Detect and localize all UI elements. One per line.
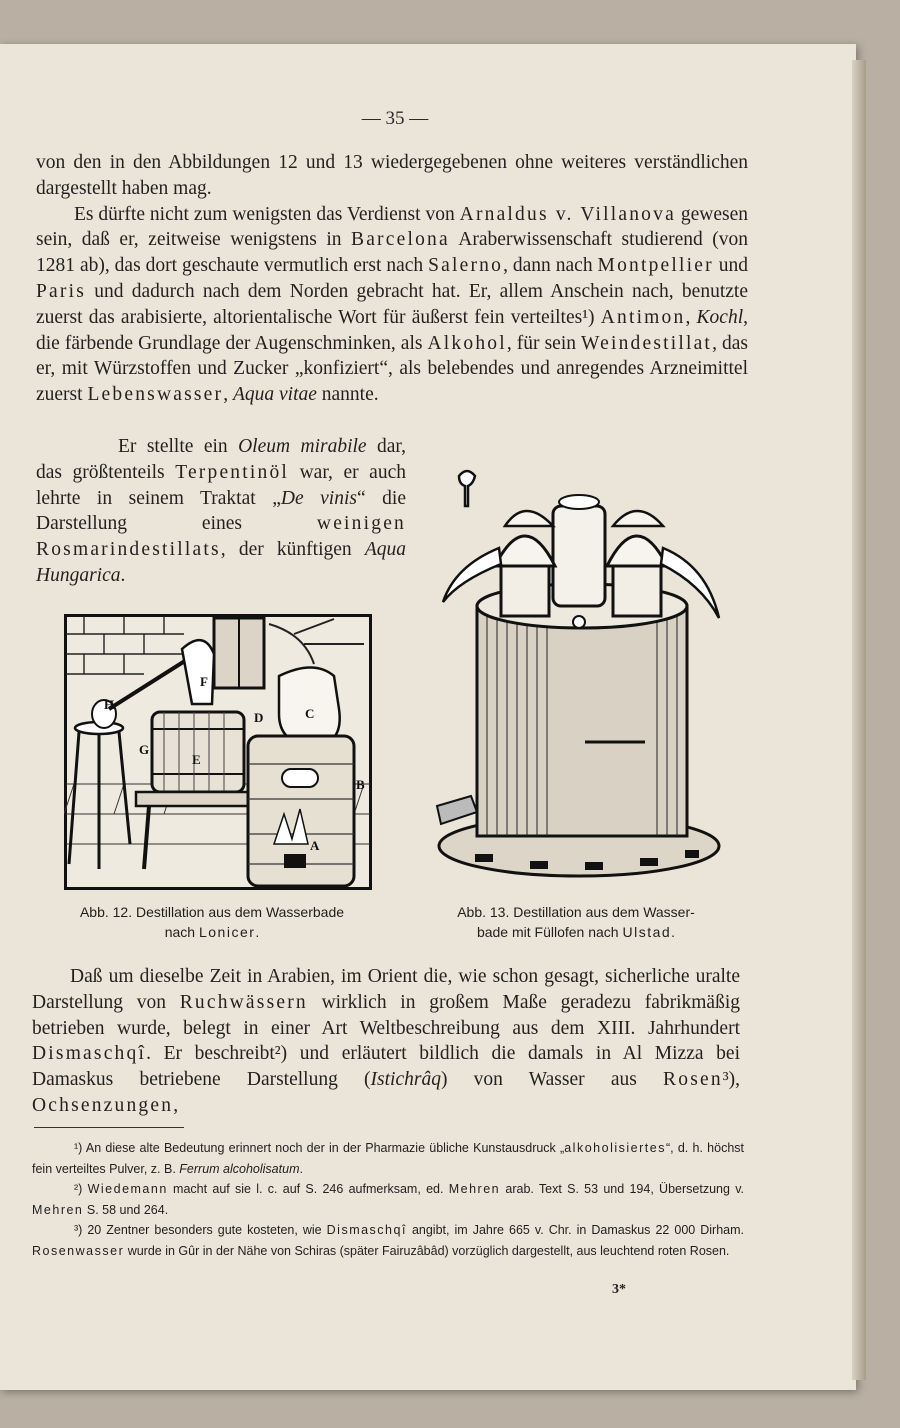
place-barcelona: Barcelona <box>351 229 450 251</box>
water-bath-furnace-illustration <box>435 466 725 892</box>
term-kochl: Kochl <box>696 306 744 328</box>
term-de-vinis: De vinis <box>280 487 357 509</box>
figure-13-illustration <box>435 466 725 892</box>
page-number: — 35 — <box>361 108 429 129</box>
paragraph-3: Daß um dieselbe Zeit in Arabien, im Orient die, wie schon gesagt, sicherliche uralte Darstellung von Ruchwässern wirklich in großem Maße geradezu fabrikmäßig betrieben wurde, belegt in einer Art Weltbeschreibung aus dem XIII. Jahrhundert Dismaschqî. Er beschreibt²) und erläutert bildlich die damals in Al Mizza bei Damaskus betriebene Darstellung (Istichrâq) von Wasser aus Rosen³), Ochsenzungen, <box>32 966 741 1116</box>
text-wrap-left <box>36 434 406 589</box>
term-antimon: Antimon <box>600 306 686 328</box>
place-paris: Paris <box>36 280 86 302</box>
term-rosen: Rosen <box>663 1069 723 1091</box>
place-salerno: Salerno <box>428 255 504 277</box>
footnote-3: ³) 20 Zentner besonders gute kosteten, wie Dismaschqî angibt, im Jahre 665 v. Chr. in Damaskus 22 000 Dirham. Rosenwasser wurde in Gûr in der Nähe von Schiras (später Fairuzâbâd) vorzüglich dargestellt, aus leuchtend roten Rosen. <box>32 1223 744 1258</box>
paragraph-wrap: Er stellte ein Oleum mirabile dar, das größtenteils Terpentinöl war, er auch lehrte in seinem Traktat „De vinis“ die Darstellung eines weinigen Rosmarindestillats, der künftigen Aqua Hungarica. <box>36 436 406 586</box>
figure-12-woodcut <box>64 614 372 890</box>
footnote-divider <box>34 1127 184 1128</box>
label-d: D <box>254 710 264 725</box>
term-weinigen: weinigen Rosmarindestillats <box>36 513 406 561</box>
footnote-1: ¹) An diese alte Bedeutung erinnert noch der in der Pharmazie übliche Kunstausdruck „alkoholisiertes“, d. h. höchst fein verteiltes Pulver, z. B. Ferrum alcoholisatum. <box>32 1141 745 1176</box>
label-h: H <box>104 697 115 712</box>
page-edge <box>852 60 866 1380</box>
paragraph-1: von den in den Abbildungen 12 und 13 wiedergegebenen ohne weiteres verständlichen dargestellt haben mag. <box>36 152 748 199</box>
footnote-2: ²) Wiedemann macht auf sie l. c. auf S. 246 aufmerksam, ed. Mehren arab. Text S. 53 und 194, Übersetzung v. Mehren S. 58 und 264. <box>32 1182 744 1217</box>
term-ochsenzungen: Ochsenzungen, <box>32 1094 181 1116</box>
term-weindestillat: Weindestillat <box>581 332 713 354</box>
term-istichraq: Istichrâq <box>370 1069 441 1091</box>
label-c: C <box>305 706 315 721</box>
label-b: B <box>356 777 365 792</box>
term-aqua-hungarica: Aqua Hungarica <box>36 539 406 586</box>
name-arnaldus: Arnaldus v. Villanova <box>459 203 676 225</box>
figure-13-caption: Abb. 13. Destillation aus dem Wasser- bade mit Füllofen nach Ulstad. <box>457 904 695 940</box>
distillation-woodcut-illustration <box>64 614 372 890</box>
term-ruchwaessern: Ruchwässern <box>179 991 308 1013</box>
signature-mark: 3* <box>612 1282 626 1297</box>
label-g: G <box>139 742 150 757</box>
term-alkohol: Alkohol <box>427 332 507 354</box>
term-lebenswasser: Lebenswasser <box>87 384 224 406</box>
footnotes <box>32 1138 744 1261</box>
figure-12-caption: Abb. 12. Destillation aus dem Wasserbade nach Lonicer. <box>79 904 345 940</box>
term-terpentin: Terpentinöl <box>175 461 290 483</box>
text-block-top <box>36 150 748 408</box>
label-e: E <box>192 752 201 767</box>
text-block-bottom <box>32 964 740 1119</box>
term-aqua-vitae: Aqua vitae <box>232 384 317 406</box>
term-oleum: Oleum mirabile <box>238 436 367 457</box>
name-dismaschqi: Dismaschqî <box>32 1043 147 1065</box>
label-a: A <box>310 838 320 853</box>
paragraph-2: Es dürfte nicht zum wenigsten das Verdienst von Arnaldus v. Villanova gewesen sein, daß er, zeitweise wenigstens in Barcelona Araberwissenschaft studierend (von 1281 ab), das dort geschaute vermutlich erst nach Salerno, dann nach Montpellier und Paris und dadurch nach dem Norden gebracht hat. Er, allem Anschein nach, benutzte zuerst das arabisierte, altorientalische Wort für äußerst fein verteiltes¹) Antimon, Kochl, die färbende Grundlage der Augenschminken, als Alkohol, für sein Weindestillat, das er, mit Würzstoffen und Zucker „konfiziert“, als belebendes und anregendes Arzneimittel zuerst Lebenswasser, Aqua vitae nannte. <box>36 203 749 406</box>
label-f: F <box>200 674 208 689</box>
place-montpellier: Montpellier <box>597 255 714 277</box>
